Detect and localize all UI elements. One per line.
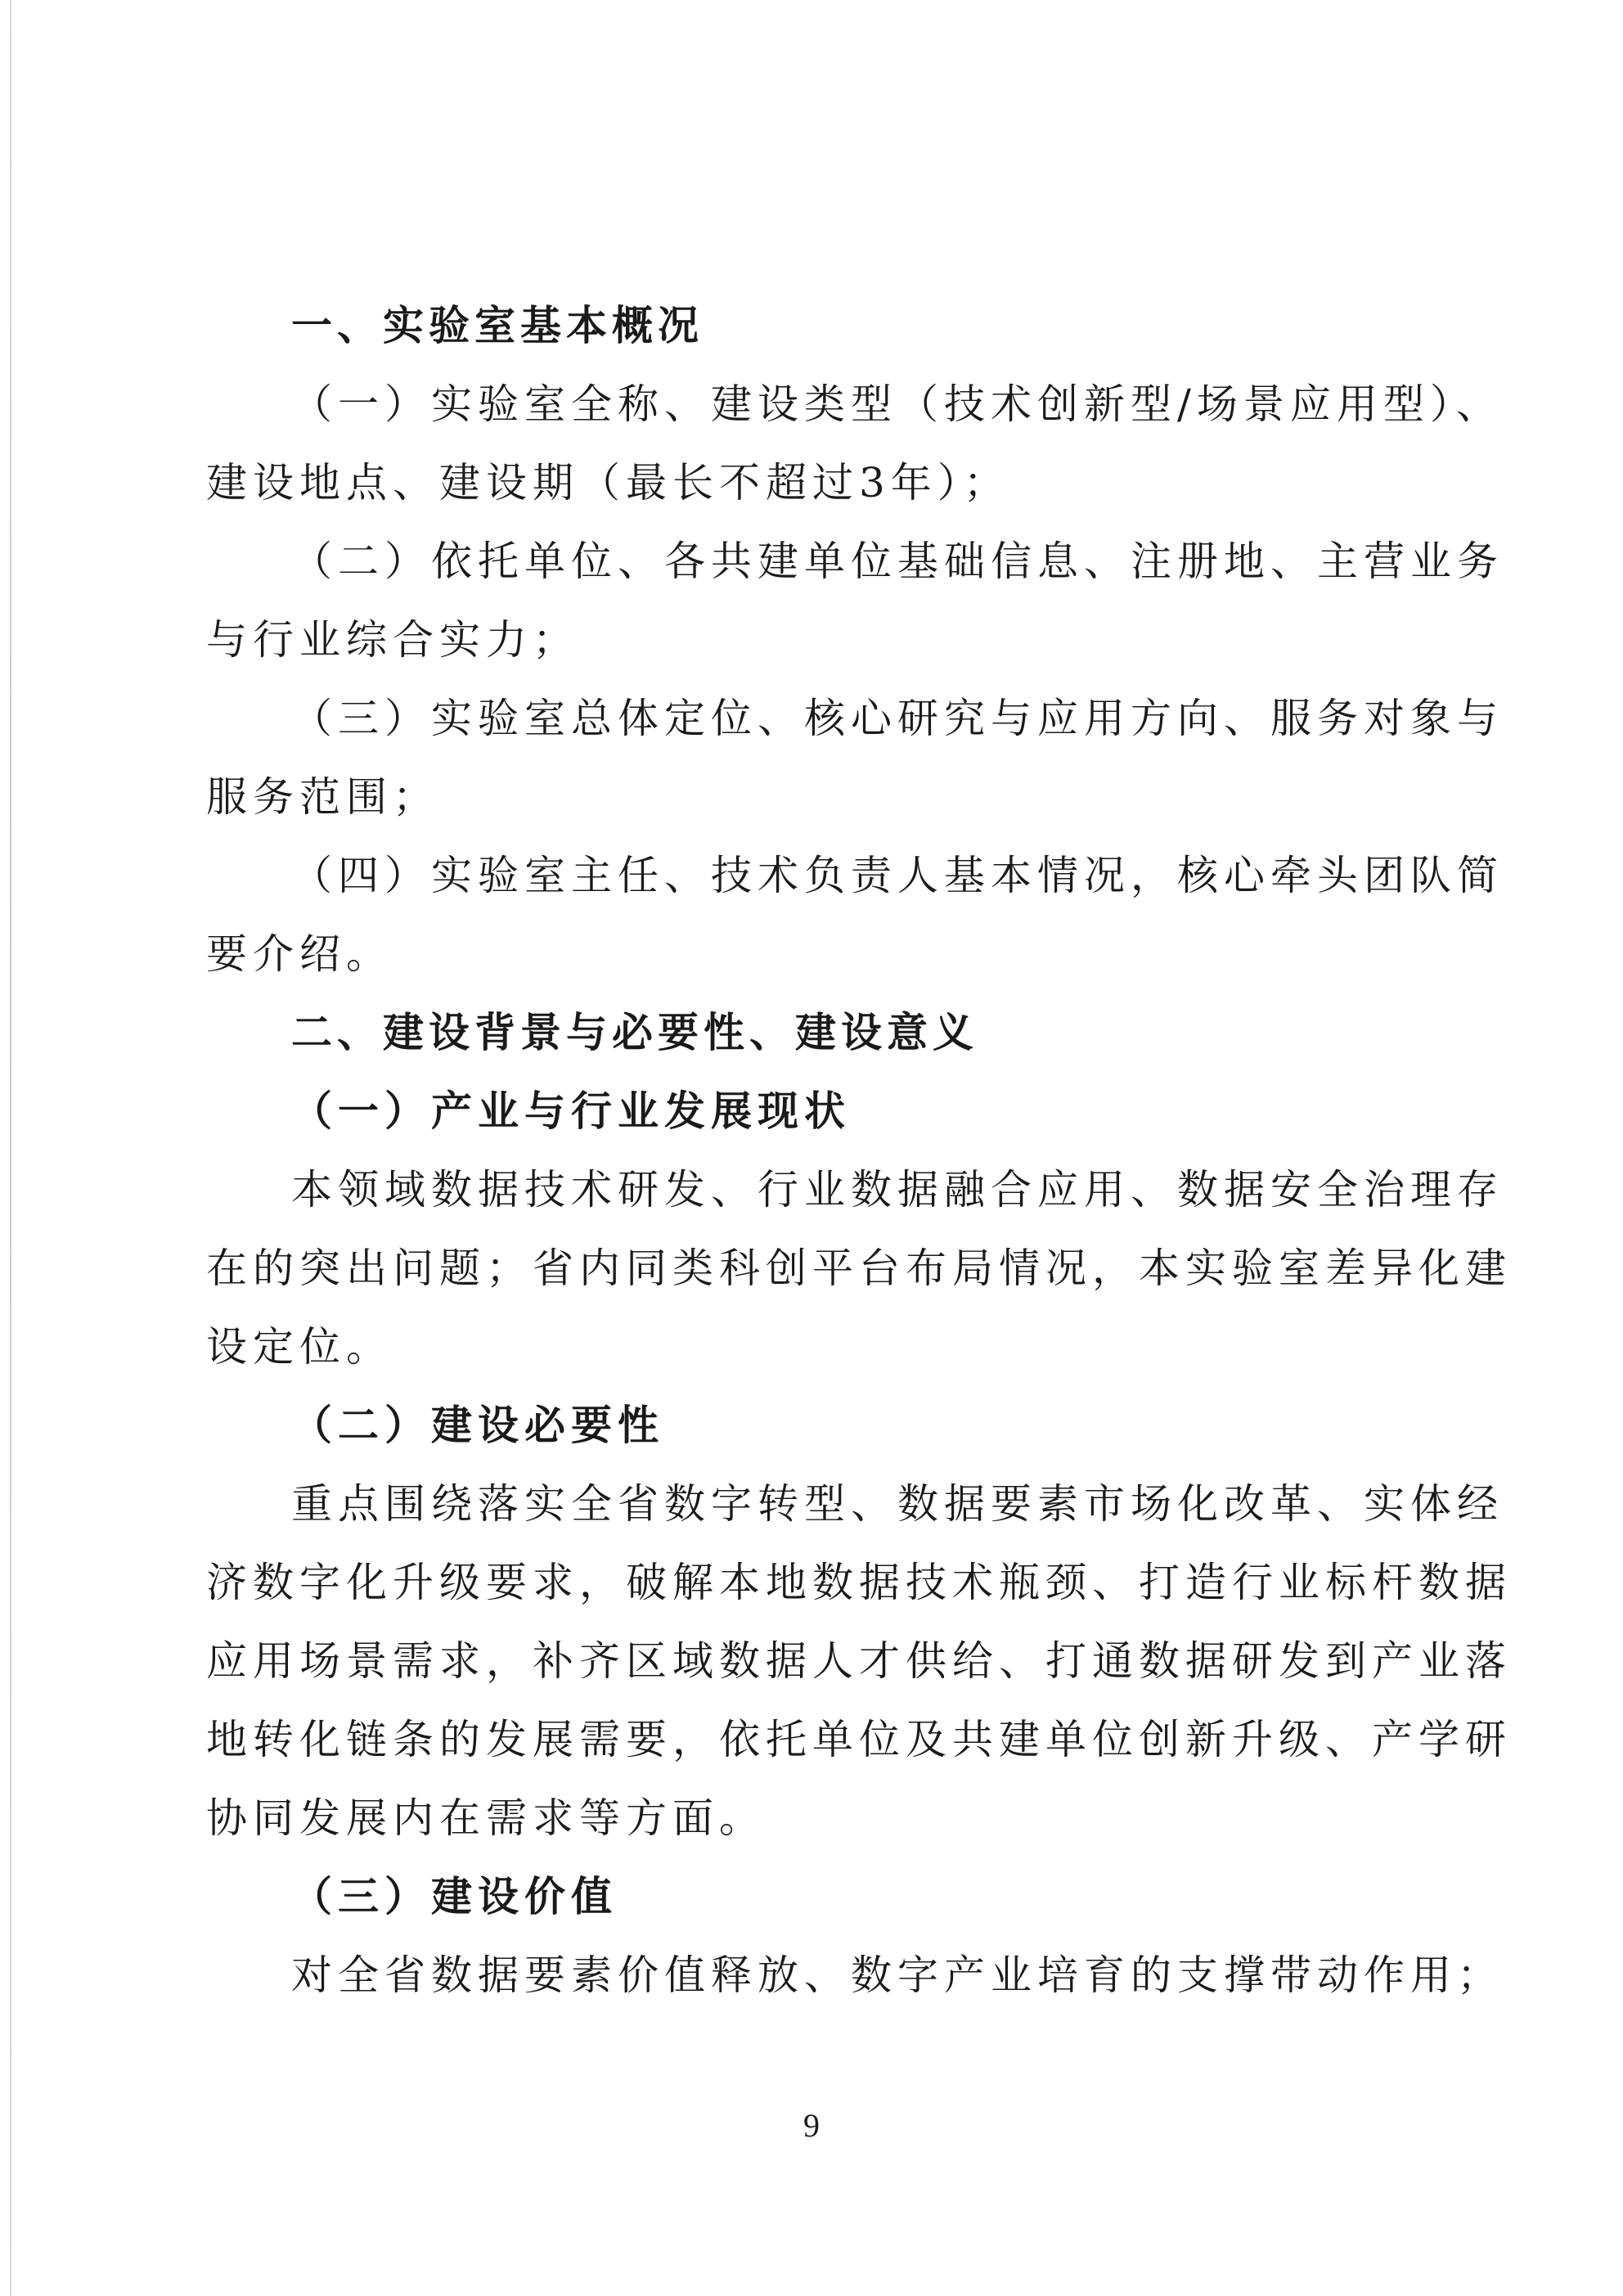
paragraph-line: 设定位。 bbox=[206, 1323, 393, 1371]
page-number: 9 bbox=[803, 2107, 820, 2144]
paragraph-line: 对全省数据要素价值释放、数字产业培育的支撑带动作用； bbox=[291, 1952, 1504, 1999]
subsection-title-2: （二）建设必要性 bbox=[291, 1401, 664, 1449]
section-heading-1: 一、实验室基本概况 bbox=[291, 302, 704, 349]
paragraph-line: 本领域数据技术研发、行业数据融合应用、数据安全治理存 bbox=[291, 1166, 1504, 1213]
paragraph-line: 济数字化升级要求，破解本地数据技术瓶颈、打造行业标杆数据 bbox=[206, 1559, 1512, 1606]
item-3-line-2: 服务范围； bbox=[206, 773, 439, 821]
section-heading-2: 二、建设背景与必要性、建设意义 bbox=[291, 1009, 978, 1056]
item-1-line-1: （一）实验室全称、建设类型（技术创新型/场景应用型）、 bbox=[291, 380, 1503, 428]
item-1-line-2: 建设地点、建设期（最长不超过3年）； bbox=[206, 459, 1010, 506]
paragraph-line: 应用场景需求，补齐区域数据人才供给、打通数据研发到产业落 bbox=[206, 1637, 1512, 1685]
item-4-line-1: （四）实验室主任、技术负责人基本情况，核心牵头团队简 bbox=[291, 852, 1504, 899]
subsection-title-1: （一）产业与行业发展现状 bbox=[291, 1087, 851, 1135]
paragraph-line: 在的突出问题；省内同类科创平台布局情况，本实验室差异化建 bbox=[206, 1245, 1512, 1292]
item-2-line-2: 与行业综合实力； bbox=[206, 616, 579, 664]
paragraph-line: 重点围绕落实全省数字转型、数据要素市场化改革、实体经 bbox=[291, 1480, 1504, 1528]
paragraph-line: 地转化链条的发展需要，依托单位及共建单位创新升级、产学研 bbox=[206, 1716, 1512, 1763]
scan-edge-line bbox=[10, 0, 11, 2296]
paragraph-line: 协同发展内在需求等方面。 bbox=[206, 1794, 766, 1842]
subsection-title-3: （三）建设价值 bbox=[291, 1872, 618, 1920]
document-body bbox=[206, 286, 1512, 2015]
item-2-line-1: （二）依托单位、各共建单位基础信息、注册地、主营业务 bbox=[291, 538, 1504, 585]
item-4-line-2: 要介绍。 bbox=[206, 930, 393, 978]
item-3-line-1: （三）实验室总体定位、核心研究与应用方向、服务对象与 bbox=[291, 695, 1504, 742]
